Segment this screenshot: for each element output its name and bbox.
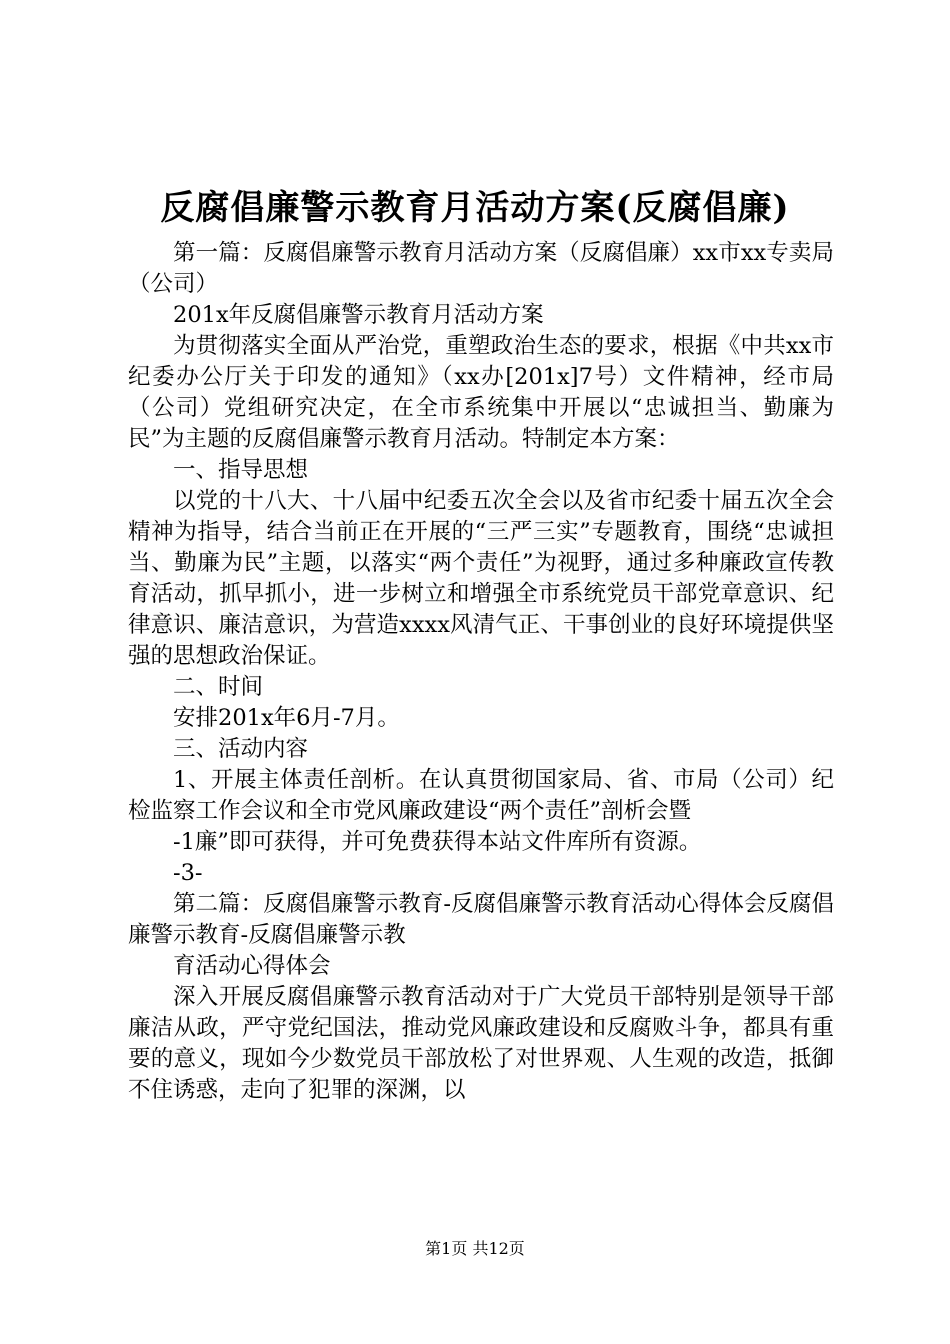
- section-heading-activities: 三、活动内容: [173, 736, 309, 762]
- document-body: [128, 238, 834, 1106]
- section-heading-guiding-thought: 一、指导思想: [173, 457, 309, 483]
- paragraph-guiding-thought: 以党的十八大、十八届中纪委五次全会以及省市纪委十届五次全会精神为指导，结合当前正在开展的“三严三实”专题教育，围绕“忠诚担当、勤廉为民”主题，以落实“两个责任”为视野，通过多种廉政宣传教育活动，抓早抓小，进一步树立和增强全市系统党员干部党章意识、纪律意识、廉洁意识，为营造xxxx风清气正、干事创业的良好环境提供坚强的思想政治保证。: [128, 488, 834, 669]
- section-heading-time: 二、时间: [173, 674, 264, 700]
- paragraph-intro: 为贯彻落实全面从严治党，重塑政治生态的要求，根据《中共xx市纪委办公厅关于印发的通知》（xx办[201x]7号）文件精神，经市局（公司）党组研究决定，在全市系统集中开展以“忠诚担当、勤廉为民”为主题的反腐倡廉警示教育月活动。特制定本方案：: [128, 333, 834, 452]
- paragraph-activity-one: 1、开展主体责任剖析。在认真贯彻国家局、省、市局（公司）纪检监察工作会议和全市党风廉政建设“两个责任”剖析会暨: [128, 767, 834, 824]
- paragraph-download-note: -1廉”即可获得，并可免费获得本站文件库所有资源。: [173, 829, 702, 855]
- paragraph-part-one-heading: 第一篇：反腐倡廉警示教育月活动方案（反腐倡廉）xx市xx专卖局（公司）: [128, 240, 834, 297]
- page-footer: 第1页 共12页: [425, 1239, 525, 1258]
- paragraph-time: 安排201x年6月-7月。: [173, 705, 400, 731]
- paragraph-inline-page-marker: -3-: [173, 860, 203, 886]
- paragraph-part-two-subheading: 育活动心得体会: [173, 953, 331, 979]
- document-title: 反腐倡廉警示教育月活动方案(反腐倡廉): [160, 188, 790, 228]
- paragraph-plan-title: 201x年反腐倡廉警示教育月活动方案: [173, 302, 544, 328]
- paragraph-part-two-body: 深入开展反腐倡廉警示教育活动对于广大党员干部特别是领导干部廉洁从政，严守党纪国法，推动党风廉政建设和反腐败斗争，都具有重要的意义，现如今少数党员干部放松了对世界观、人生观的改造，抵御不住诱惑，走向了犯罪的深渊，以: [128, 984, 834, 1103]
- paragraph-part-two-heading: 第二篇：反腐倡廉警示教育-反腐倡廉警示教育活动心得体会反腐倡廉警示教育-反腐倡廉警示教: [128, 891, 834, 948]
